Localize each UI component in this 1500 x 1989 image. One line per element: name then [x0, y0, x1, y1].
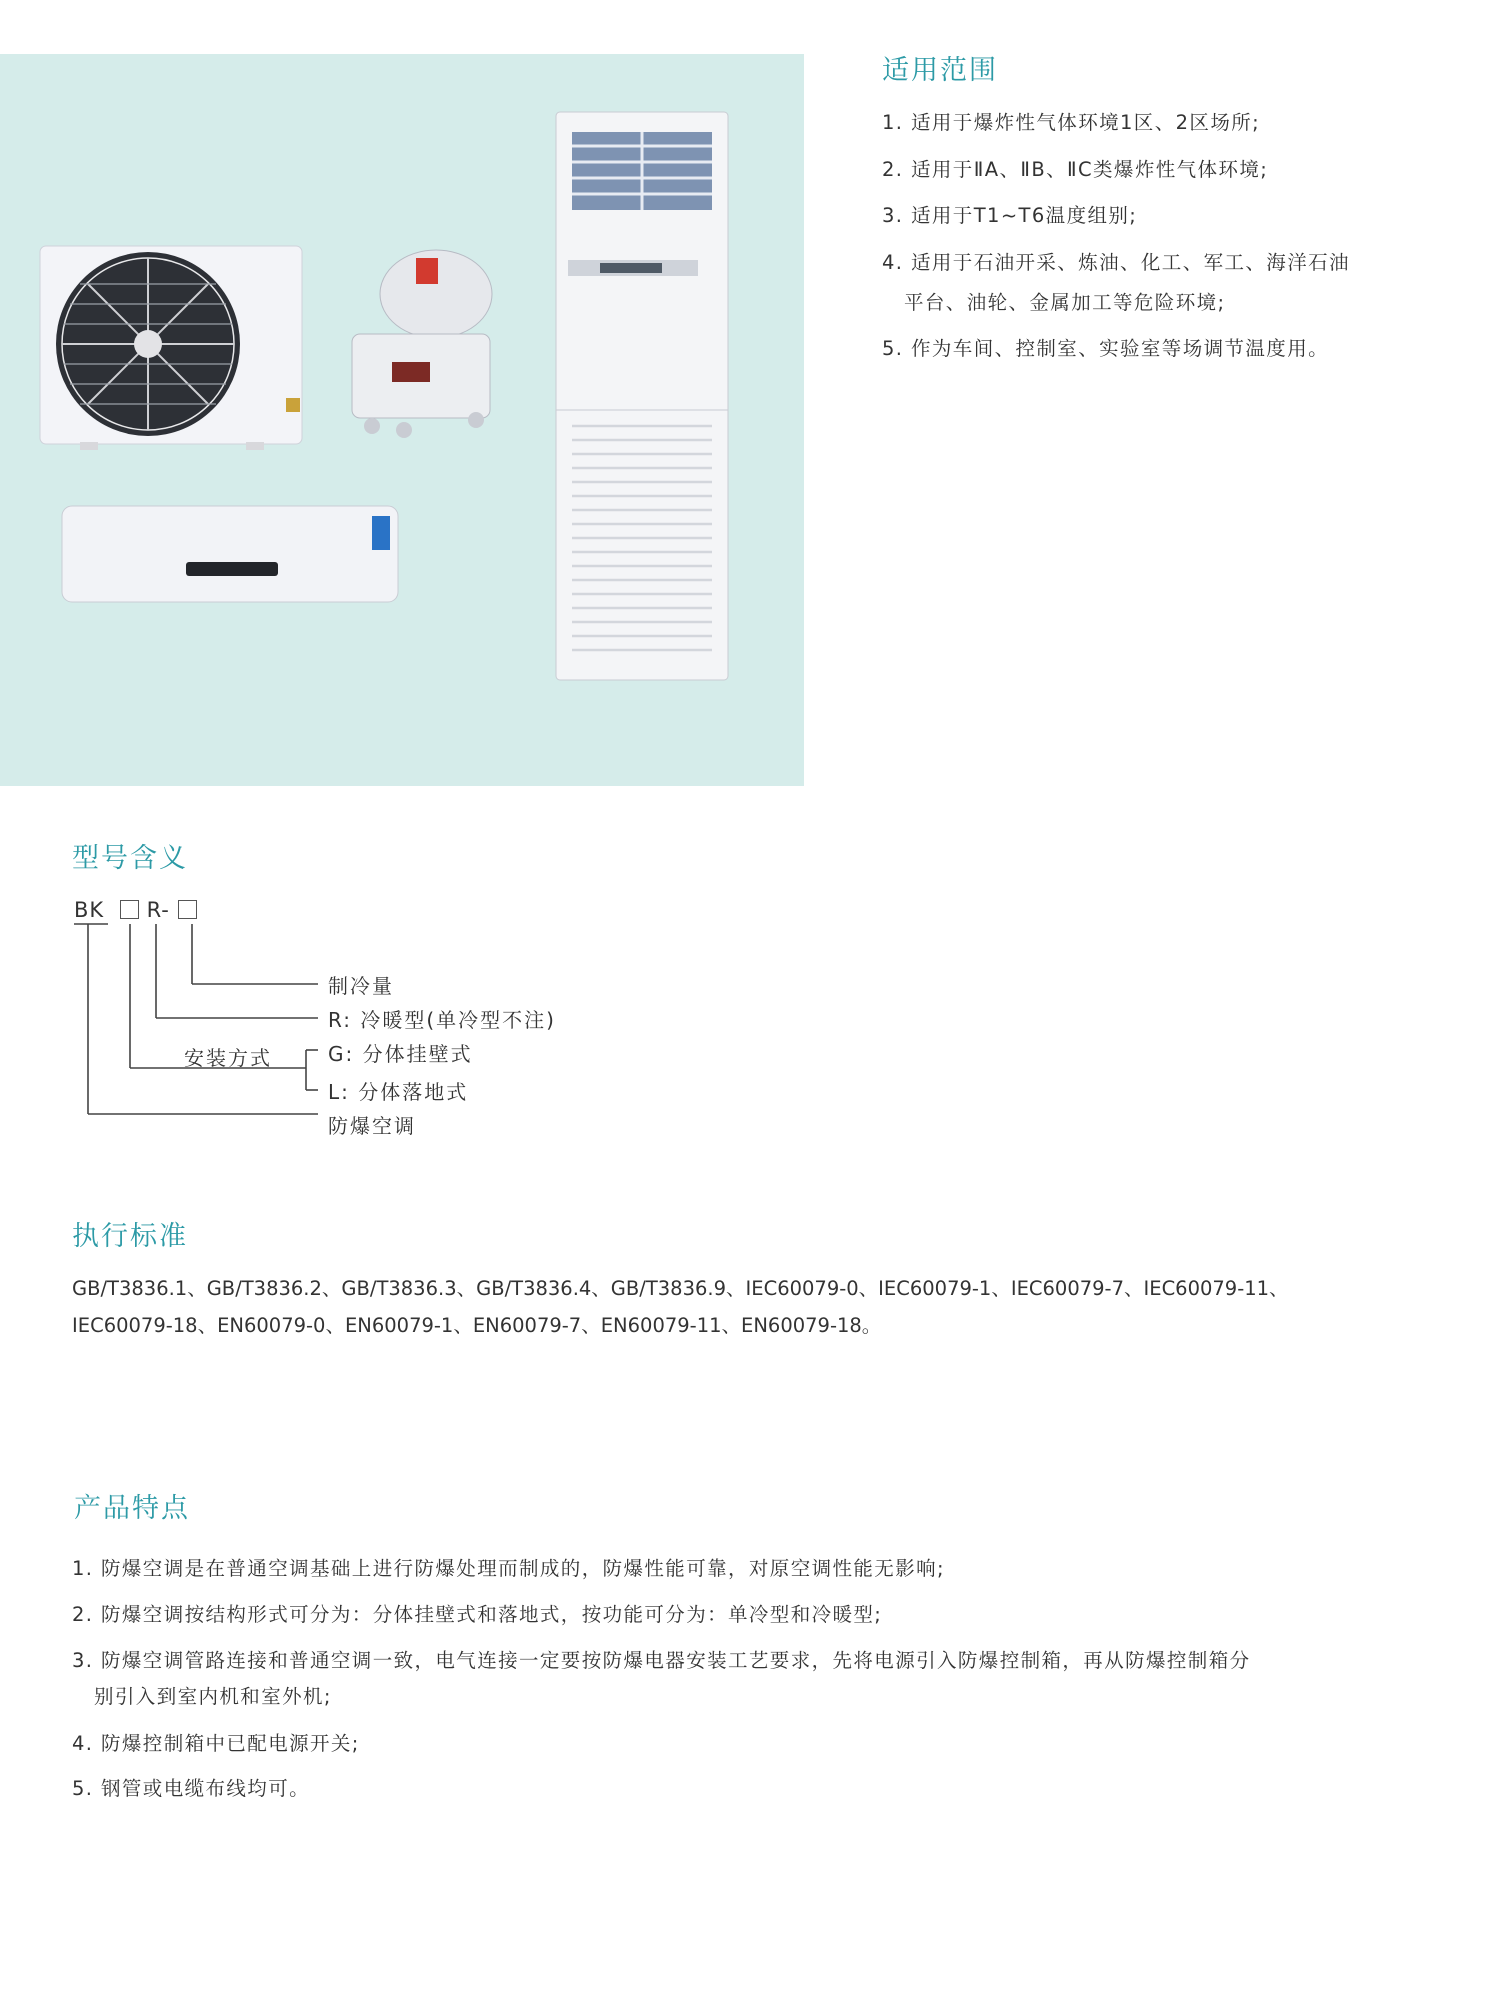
label-install: 安装方式 [184, 1046, 272, 1070]
list-item: 4. 防爆控制箱中已配电源开关; [72, 1732, 360, 1755]
list-item: 2. 防爆空调按结构形式可分为：分体挂壁式和落地式，按功能可分为：单冷型和冷暖型; [72, 1603, 883, 1626]
features-title: 产品特点 [74, 1493, 190, 1524]
list-item: 2. 适用于ⅡA、ⅡB、ⅡC类爆炸性气体环境; [882, 158, 1269, 181]
standards-text [72, 1270, 1472, 1344]
label-heat: R: 冷暖型(单冷型不注) [328, 1008, 556, 1032]
list-item: 平台、油轮、金属加工等危险环境; [904, 291, 1226, 314]
standards-line: IEC60079-18、EN60079-0、EN60079-1、EN60079-7、EN60079-11、EN60079-18。 [72, 1314, 882, 1337]
list-item: 4. 适用于石油开采、炼油、化工、军工、海洋石油 [882, 251, 1350, 274]
label-explosion: 防爆空调 [328, 1114, 416, 1138]
list-item: 5. 钢管或电缆布线均可。 [72, 1777, 311, 1800]
list-item: 1. 适用于爆炸性气体环境1区、2区场所; [882, 111, 1261, 134]
standards-title: 执行标准 [72, 1221, 188, 1252]
model-code-r: R- [146, 898, 170, 922]
standards-line: GB/T3836.1、GB/T3836.2、GB/T3836.3、GB/T3836.4、GB/T3836.9、IEC60079-0、IEC60079-1、IEC60079-7、IEC60079-11、 [72, 1277, 1289, 1300]
model-diagram-lines [0, 0, 700, 1140]
label-capacity: 制冷量 [328, 974, 394, 998]
scope-title: 适用范围 [882, 55, 998, 86]
list-item: 3. 适用于T1~T6温度组别; [882, 204, 1138, 227]
list-item: 5. 作为车间、控制室、实验室等场调节温度用。 [882, 337, 1330, 360]
model-title: 型号含义 [72, 843, 188, 874]
label-floor: L: 分体落地式 [328, 1080, 469, 1104]
label-wall: G: 分体挂壁式 [328, 1042, 473, 1066]
model-code-bk: BK [74, 898, 105, 922]
list-item: 3. 防爆空调管路连接和普通空调一致，电气连接一定要按防爆电器安装工艺要求，先将电源引入防爆控制箱，再从防爆控制箱分 [72, 1649, 1251, 1672]
list-item: 别引入到室内机和室外机; [94, 1685, 332, 1708]
list-item: 1. 防爆空调是在普通空调基础上进行防爆处理而制成的，防爆性能可靠，对原空调性能无影响; [72, 1557, 945, 1580]
